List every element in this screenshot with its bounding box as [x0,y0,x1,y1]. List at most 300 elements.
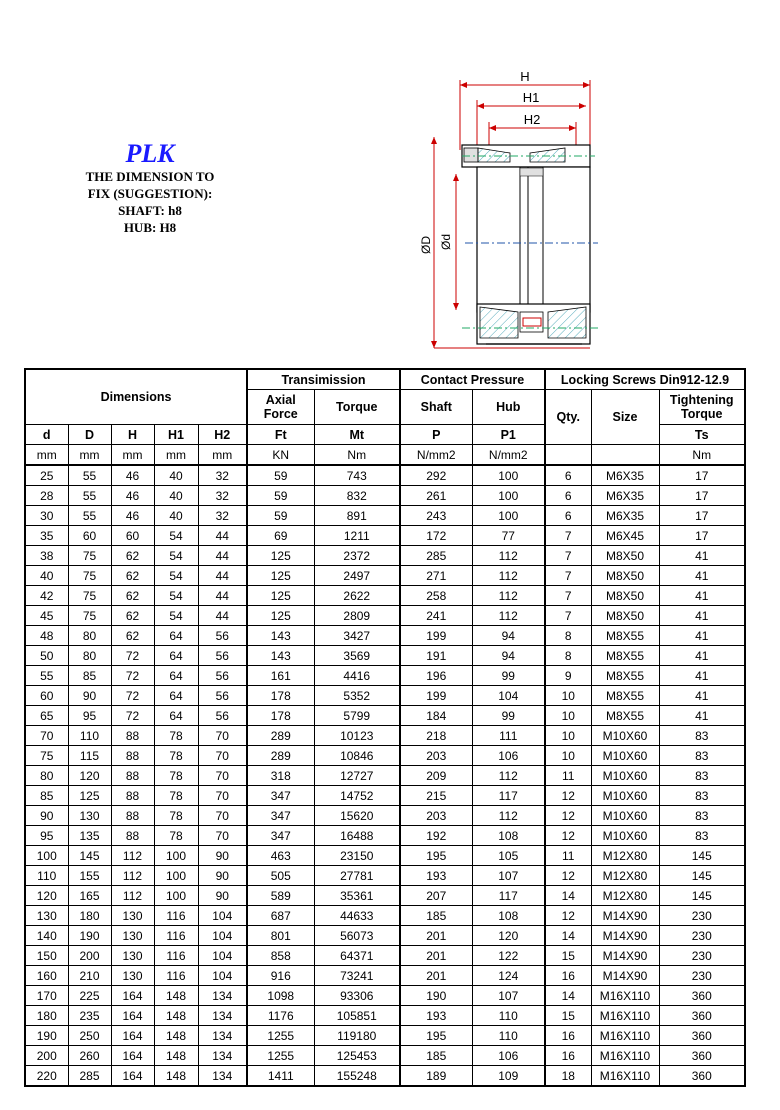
table-cell: 360 [659,1066,745,1087]
table-cell: M10X60 [591,766,659,786]
table-cell: M12X80 [591,846,659,866]
table-cell: 44 [198,546,247,566]
table-cell: 125 [68,786,111,806]
table-cell: 318 [247,766,314,786]
table-row [25,786,745,806]
table-row [25,626,745,646]
table-cell: 73241 [314,966,400,986]
table-cell: 2622 [314,586,400,606]
table-cell: 143 [247,646,314,666]
table-cell: 62 [111,546,154,566]
table-cell: M16X110 [591,1046,659,1066]
table-cell: 120 [472,926,545,946]
table-cell: 44 [198,566,247,586]
table-cell: M8X55 [591,646,659,666]
title-line-2: FIX (SUGGESTION): [87,186,213,201]
table-cell: 12727 [314,766,400,786]
table-cell: 292 [400,465,472,486]
table-cell: 360 [659,986,745,1006]
table-cell: 687 [247,906,314,926]
table-cell: 7 [545,526,591,546]
table-row [25,1066,745,1087]
table-cell: 90 [25,806,68,826]
table-cell: 10123 [314,726,400,746]
unit-d: mm [25,445,68,466]
table-cell: M16X110 [591,1006,659,1026]
head-hub: Hub [472,390,545,425]
table-cell: 116 [154,906,198,926]
table-cell: 120 [25,886,68,906]
title-line-1: THE DIMENSION TO [85,169,215,184]
table-cell: 46 [111,486,154,506]
clamping-element-section [434,145,598,348]
head-axial-force: Axial Force [247,390,314,425]
table-cell: 1176 [247,1006,314,1026]
table-row [25,586,745,606]
table-cell: 463 [247,846,314,866]
table-cell: 148 [154,1006,198,1026]
table-cell: M10X60 [591,826,659,846]
table-cell: 60 [68,526,111,546]
table-cell: 916 [247,966,314,986]
table-cell: 100 [154,886,198,906]
table-cell: 185 [400,906,472,926]
unit-P1: N/mm2 [472,445,545,466]
table-cell: 55 [68,506,111,526]
table-cell: 180 [68,906,111,926]
title-block [55,140,245,236]
table-cell: 94 [472,626,545,646]
unit-P: N/mm2 [400,445,472,466]
table-cell: 54 [154,526,198,546]
table-cell: 201 [400,926,472,946]
table-row [25,926,745,946]
table-cell: M6X35 [591,465,659,486]
table-cell: 210 [68,966,111,986]
unit-H2: mm [198,445,247,466]
table-cell: 195 [400,846,472,866]
table-cell: 112 [111,886,154,906]
table-cell: 78 [154,786,198,806]
table-cell: M8X50 [591,606,659,626]
table-cell: 56073 [314,926,400,946]
table-cell: 230 [659,966,745,986]
table-row [25,746,745,766]
table-cell: 10 [545,686,591,706]
table-cell: 134 [198,1046,247,1066]
table-cell: 220 [25,1066,68,1087]
table-cell: 60 [25,686,68,706]
table-cell: M12X80 [591,866,659,886]
table-cell: 104 [472,686,545,706]
table-cell: 41 [659,706,745,726]
table-cell: 83 [659,806,745,826]
table-cell: 193 [400,1006,472,1026]
table-cell: 12 [545,906,591,926]
table-cell: 106 [472,1046,545,1066]
table-cell: 189 [400,1066,472,1087]
label-d: Ød [439,233,453,251]
table-cell: 258 [400,586,472,606]
table-cell: 15 [545,946,591,966]
table-cell: 164 [111,1046,154,1066]
table-cell: 203 [400,806,472,826]
group-transmission: Transimission [247,369,400,390]
table-cell: M8X55 [591,626,659,646]
table-row [25,766,745,786]
table-cell: 88 [111,786,154,806]
table-cell: M8X55 [591,666,659,686]
sym-Ft: Ft [247,425,314,445]
table-cell: 289 [247,746,314,766]
table-cell: 241 [400,606,472,626]
table-cell: M8X55 [591,706,659,726]
table-cell: 27781 [314,866,400,886]
table-cell: 55 [68,465,111,486]
table-cell: 54 [154,546,198,566]
table-cell: 112 [111,866,154,886]
table-cell: 243 [400,506,472,526]
table-cell: 35 [25,526,68,546]
table-cell: 56 [198,666,247,686]
table-cell: 41 [659,606,745,626]
table-cell: 195 [400,1026,472,1046]
table-cell: M8X50 [591,566,659,586]
table-cell: 145 [659,866,745,886]
table-cell: 62 [111,566,154,586]
table-cell: M14X90 [591,906,659,926]
table-cell: 10 [545,706,591,726]
table-cell: M16X110 [591,986,659,1006]
dimension-D [419,137,437,348]
table-cell: 145 [659,846,745,866]
table-cell: 55 [25,666,68,686]
table-cell: 54 [154,566,198,586]
table-cell: 184 [400,706,472,726]
table-cell: 801 [247,926,314,946]
table-cell: 3569 [314,646,400,666]
table-cell: 125 [247,566,314,586]
sym-H2: H2 [198,425,247,445]
table-cell: 16 [545,1026,591,1046]
table-cell: 14 [545,986,591,1006]
unit-D: mm [68,445,111,466]
table-cell: 200 [68,946,111,966]
table-cell: 116 [154,966,198,986]
table-cell: 55 [68,486,111,506]
table-cell: 41 [659,626,745,646]
table-cell: 261 [400,486,472,506]
table-cell: 148 [154,1066,198,1087]
table-cell: 271 [400,566,472,586]
table-row [25,1026,745,1046]
table-cell: 178 [247,706,314,726]
table-cell: 44 [198,526,247,546]
table-cell: 105851 [314,1006,400,1026]
table-cell: 165 [68,886,111,906]
table-cell: 15 [545,1006,591,1026]
table-cell: 117 [472,886,545,906]
table-cell: 70 [198,746,247,766]
table-cell: 10 [545,746,591,766]
table-cell: 104 [198,926,247,946]
table-cell: 38 [25,546,68,566]
table-row [25,1046,745,1066]
table-cell: 108 [472,826,545,846]
table-cell: 70 [198,726,247,746]
table-cell: 260 [68,1046,111,1066]
group-locking-screws: Locking Screws Din912-12.9 [545,369,745,390]
table-cell: M16X110 [591,1066,659,1087]
table-cell: M8X55 [591,686,659,706]
table-cell: 215 [400,786,472,806]
table-cell: 83 [659,746,745,766]
table-cell: 112 [472,806,545,826]
technical-drawing [410,60,610,352]
table-cell: 143 [247,626,314,646]
table-cell: 2497 [314,566,400,586]
table-cell: 190 [68,926,111,946]
table-cell: 107 [472,986,545,1006]
table-row [25,646,745,666]
table-cell: 46 [111,506,154,526]
sym-P: P [400,425,472,445]
table-cell: 196 [400,666,472,686]
table-cell: 83 [659,726,745,746]
table-row [25,806,745,826]
table-cell: 83 [659,826,745,846]
table-cell: 201 [400,946,472,966]
table-cell: 11 [545,766,591,786]
table-cell: 110 [472,1006,545,1026]
table-cell: 145 [659,886,745,906]
table-cell: 203 [400,746,472,766]
table-row [25,666,745,686]
table-cell: 14752 [314,786,400,806]
table-cell: 100 [472,506,545,526]
title-line-3: SHAFT: h8 [118,203,182,218]
table-cell: 107 [472,866,545,886]
table-cell: 88 [111,746,154,766]
table-cell: 56 [198,646,247,666]
table-cell: 134 [198,1006,247,1026]
table-cell: 1098 [247,986,314,1006]
table-cell: 110 [472,1026,545,1046]
table-row [25,465,745,486]
dimension-H2 [489,112,576,150]
table-cell: M8X50 [591,546,659,566]
table-cell: 16 [545,1046,591,1066]
group-contact-pressure: Contact Pressure [400,369,545,390]
table-cell: 192 [400,826,472,846]
table-cell: 110 [25,866,68,886]
table-cell: 112 [472,586,545,606]
table-cell: 17 [659,506,745,526]
table-cell: 42 [25,586,68,606]
table-cell: M6X35 [591,486,659,506]
table-cell: 285 [400,546,472,566]
table-cell: 1411 [247,1066,314,1087]
table-cell: 130 [68,806,111,826]
table-cell: 75 [68,606,111,626]
table-cell: 41 [659,586,745,606]
table-cell: 1255 [247,1046,314,1066]
table-cell: 1255 [247,1026,314,1046]
table-cell: 44 [198,606,247,626]
table-cell: M14X90 [591,946,659,966]
table-cell: 858 [247,946,314,966]
table-cell: 100 [25,846,68,866]
dimension-d [439,174,459,310]
table-cell: 32 [198,506,247,526]
table-cell: 130 [111,946,154,966]
table-cell: 100 [154,846,198,866]
table-row [25,906,745,926]
table-cell: 70 [198,766,247,786]
table-cell: 201 [400,966,472,986]
table-cell: 30 [25,506,68,526]
table-cell: 40 [154,465,198,486]
table-cell: 41 [659,666,745,686]
table-cell: 347 [247,826,314,846]
table-cell: 11 [545,846,591,866]
table-cell: 90 [198,846,247,866]
table-row [25,526,745,546]
sym-D: D [68,425,111,445]
table-row [25,1006,745,1026]
table-cell: 130 [111,966,154,986]
table-cell: 3427 [314,626,400,646]
table-cell: 225 [68,986,111,1006]
table-cell: 130 [111,906,154,926]
unit-qty-blank [545,445,591,466]
table-cell: 125 [247,606,314,626]
table-cell: 116 [154,946,198,966]
table-cell: 106 [472,746,545,766]
table-cell: 35361 [314,886,400,906]
table-cell: 95 [25,826,68,846]
table-cell: 93306 [314,986,400,1006]
table-cell: M8X50 [591,586,659,606]
table-cell: 104 [198,966,247,986]
table-cell: 230 [659,926,745,946]
table-cell: 145 [68,846,111,866]
table-row [25,826,745,846]
unit-H: mm [111,445,154,466]
table-cell: 180 [25,1006,68,1026]
table-cell: 17 [659,526,745,546]
table-cell: 117 [472,786,545,806]
table-cell: 230 [659,946,745,966]
table-cell: 18 [545,1066,591,1087]
unit-Mt: Nm [314,445,400,466]
table-cell: 104 [198,906,247,926]
table-cell: 360 [659,1026,745,1046]
table-cell: 134 [198,1026,247,1046]
table-cell: M14X90 [591,966,659,986]
table-cell: 17 [659,486,745,506]
table-cell: 99 [472,666,545,686]
table-cell: 5352 [314,686,400,706]
table-cell: 130 [25,906,68,926]
table-cell: 56 [198,706,247,726]
table-cell: 148 [154,986,198,1006]
table-cell: 62 [111,626,154,646]
dimension-H [460,69,590,150]
table-cell: 90 [198,866,247,886]
table-cell: 62 [111,606,154,626]
table-cell: 1211 [314,526,400,546]
table-row [25,946,745,966]
table-cell: 70 [25,726,68,746]
table-cell: 25 [25,465,68,486]
table-cell: 80 [25,766,68,786]
table-cell: 78 [154,746,198,766]
sym-P1: P1 [472,425,545,445]
table-cell: 64 [154,666,198,686]
table-cell: 12 [545,786,591,806]
table-cell: 88 [111,826,154,846]
table-cell: 41 [659,546,745,566]
table-cell: 164 [111,1026,154,1046]
table-cell: 125453 [314,1046,400,1066]
table-cell: 56 [198,626,247,646]
table-cell: 88 [111,766,154,786]
table-cell: 140 [25,926,68,946]
table-cell: 134 [198,1066,247,1087]
table-cell: 83 [659,766,745,786]
table-cell: 120 [68,766,111,786]
table-cell: 170 [25,986,68,1006]
table-cell: 150 [25,946,68,966]
table-cell: 16 [545,966,591,986]
table-cell: 119180 [314,1026,400,1046]
table-row [25,966,745,986]
group-dimensions: Dimensions [25,369,247,425]
table-cell: 75 [68,586,111,606]
table-row [25,726,745,746]
table-cell: 207 [400,886,472,906]
table-cell: 832 [314,486,400,506]
model-name: PLK [125,139,175,168]
table-cell: 12 [545,806,591,826]
table-cell: 185 [400,1046,472,1066]
head-tightening-torque: Tightening Torque [659,390,745,425]
table-cell: 90 [198,886,247,906]
table-cell: 50 [25,646,68,666]
table-cell: 54 [154,606,198,626]
table-cell: 164 [111,1006,154,1026]
table-cell: M10X60 [591,806,659,826]
table-cell: 32 [198,486,247,506]
table-cell: 17 [659,465,745,486]
table-cell: 289 [247,726,314,746]
table-cell: 46 [111,465,154,486]
table-cell: 90 [68,686,111,706]
table-cell: 891 [314,506,400,526]
table-cell: 7 [545,606,591,626]
table-cell: 72 [111,666,154,686]
table-cell: 45 [25,606,68,626]
table-cell: 12 [545,826,591,846]
table-cell: 109 [472,1066,545,1087]
table-cell: 505 [247,866,314,886]
table-cell: 112 [111,846,154,866]
table-cell: 62 [111,586,154,606]
table-cell: 7 [545,586,591,606]
table-cell: 155248 [314,1066,400,1087]
table-row [25,506,745,526]
